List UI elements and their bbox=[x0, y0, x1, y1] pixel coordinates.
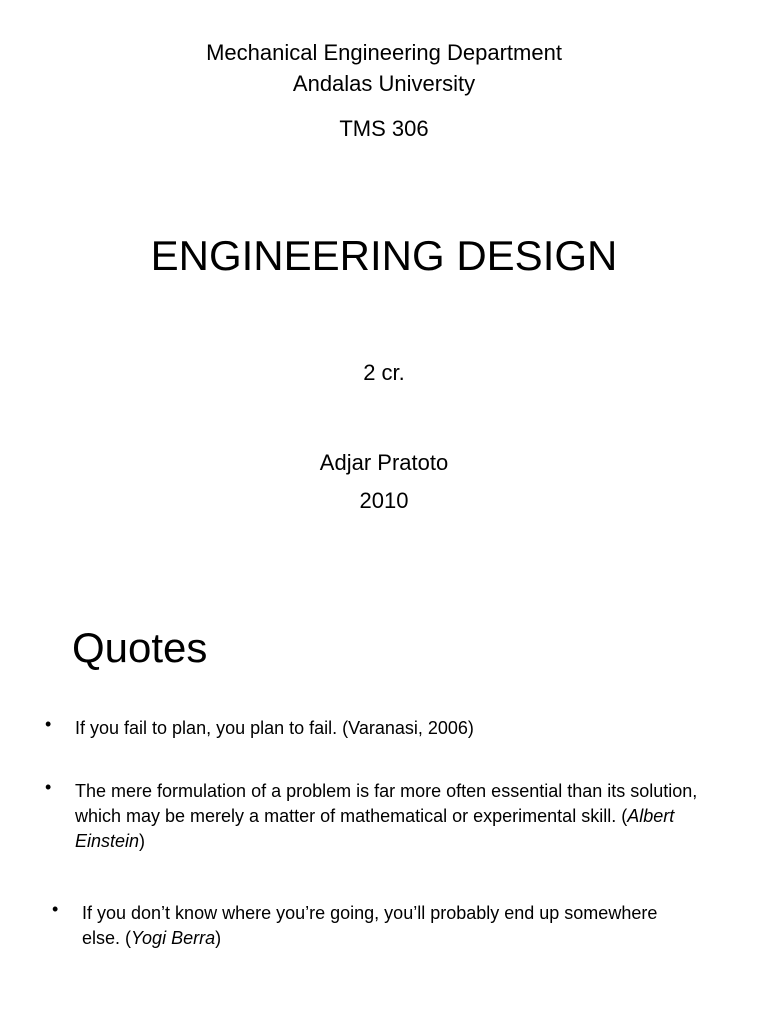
quotes-heading: Quotes bbox=[72, 624, 208, 671]
bullet-icon: • bbox=[52, 899, 59, 919]
course-year: 2010 bbox=[359, 488, 409, 513]
quote-text-end: ) bbox=[139, 831, 146, 851]
course-code: TMS 306 bbox=[339, 116, 429, 141]
author-name: Adjar Pratoto bbox=[319, 450, 449, 475]
quote-attribution: Yogi Berra bbox=[131, 928, 216, 948]
course-title: ENGINEERING DESIGN bbox=[150, 232, 618, 279]
quote-text: If you don’t know where you’re going, you’ll probably end up somewhere else. ( bbox=[82, 903, 658, 948]
bullet-icon: • bbox=[45, 777, 52, 797]
course-credits: 2 cr. bbox=[363, 360, 405, 385]
department-name: Mechanical Engineering Department bbox=[206, 40, 562, 65]
quote-text: If you fail to plan, you plan to fail. (Varanasi, 2006) bbox=[75, 718, 474, 738]
bullet-icon: • bbox=[45, 714, 52, 734]
university-name: Andalas University bbox=[292, 71, 476, 96]
quote-item bbox=[52, 899, 682, 951]
quote-text: The mere formulation of a problem is far more often essential than its solution, which may be merely a matter of mathematical or experimental skill. ( bbox=[75, 781, 698, 826]
quote-text-end: ) bbox=[215, 928, 222, 948]
quote-attribution: Albert Einstein bbox=[75, 806, 675, 851]
quote-item bbox=[45, 777, 715, 854]
quote-item bbox=[45, 714, 715, 741]
quotes-slide bbox=[0, 580, 768, 1024]
